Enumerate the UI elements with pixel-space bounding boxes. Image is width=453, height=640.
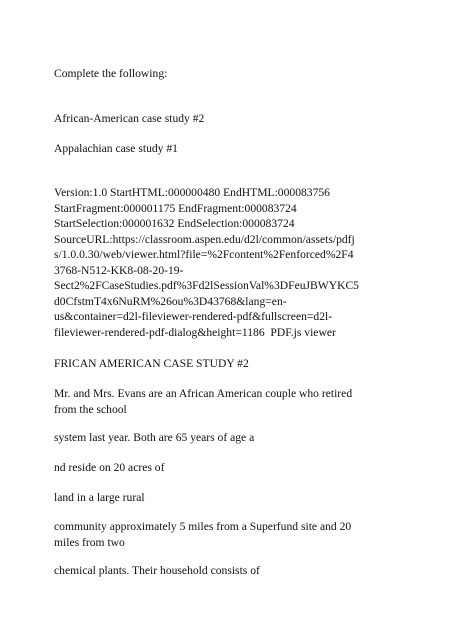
paragraph-body-3: nd reside on 20 acres of bbox=[54, 461, 165, 474]
paragraph-body-2: system last year. Both are 65 years of age a bbox=[54, 431, 255, 444]
paragraph-case-study-1: African-American case study #2 bbox=[54, 112, 205, 125]
paragraph-body-4: land in a large rural bbox=[54, 491, 145, 504]
paragraph-source-metadata: Version:1.0 StartHTML:000000480 EndHTML:000083756 StartFragment:000001175 EndFragment:000083724 StartSelection:000001632 EndSelection:000083724 SourceURL:https://classroom.aspen.edu/d2l/common/assets/pdfj s/1.0.0.30/web/viewer.html?file=%2Fcontent%2Fenforced%2F4 3768-N512-KK8-08-20-19- Sect2%2FCaseStudies.pdf%3Fd2lSessionVal%3DFeuJBWYKC5 d0CfstmT4x6NuRM%26ou%3D43768&lang=en- us&container=d2l-fileviewer-rendered-pdf&fullscreen=d2l- fileviewer-rendered-pdf-dialog&height=1186 PDF.js viewer bbox=[54, 186, 359, 339]
paragraph-case-study-2: Appalachian case study #1 bbox=[54, 142, 178, 155]
paragraph-body-6: chemical plants. Their household consists of bbox=[54, 564, 260, 577]
paragraph-body-1: Mr. and Mrs. Evans are an African American couple who retired from the school bbox=[54, 387, 353, 416]
paragraph-heading: FRICAN AMERICAN CASE STUDY #2 bbox=[54, 357, 249, 370]
paragraph-body-5: community approximately 5 miles from a Superfund site and 20 miles from two bbox=[54, 520, 352, 549]
paragraph-instruction: Complete the following: bbox=[54, 67, 168, 80]
